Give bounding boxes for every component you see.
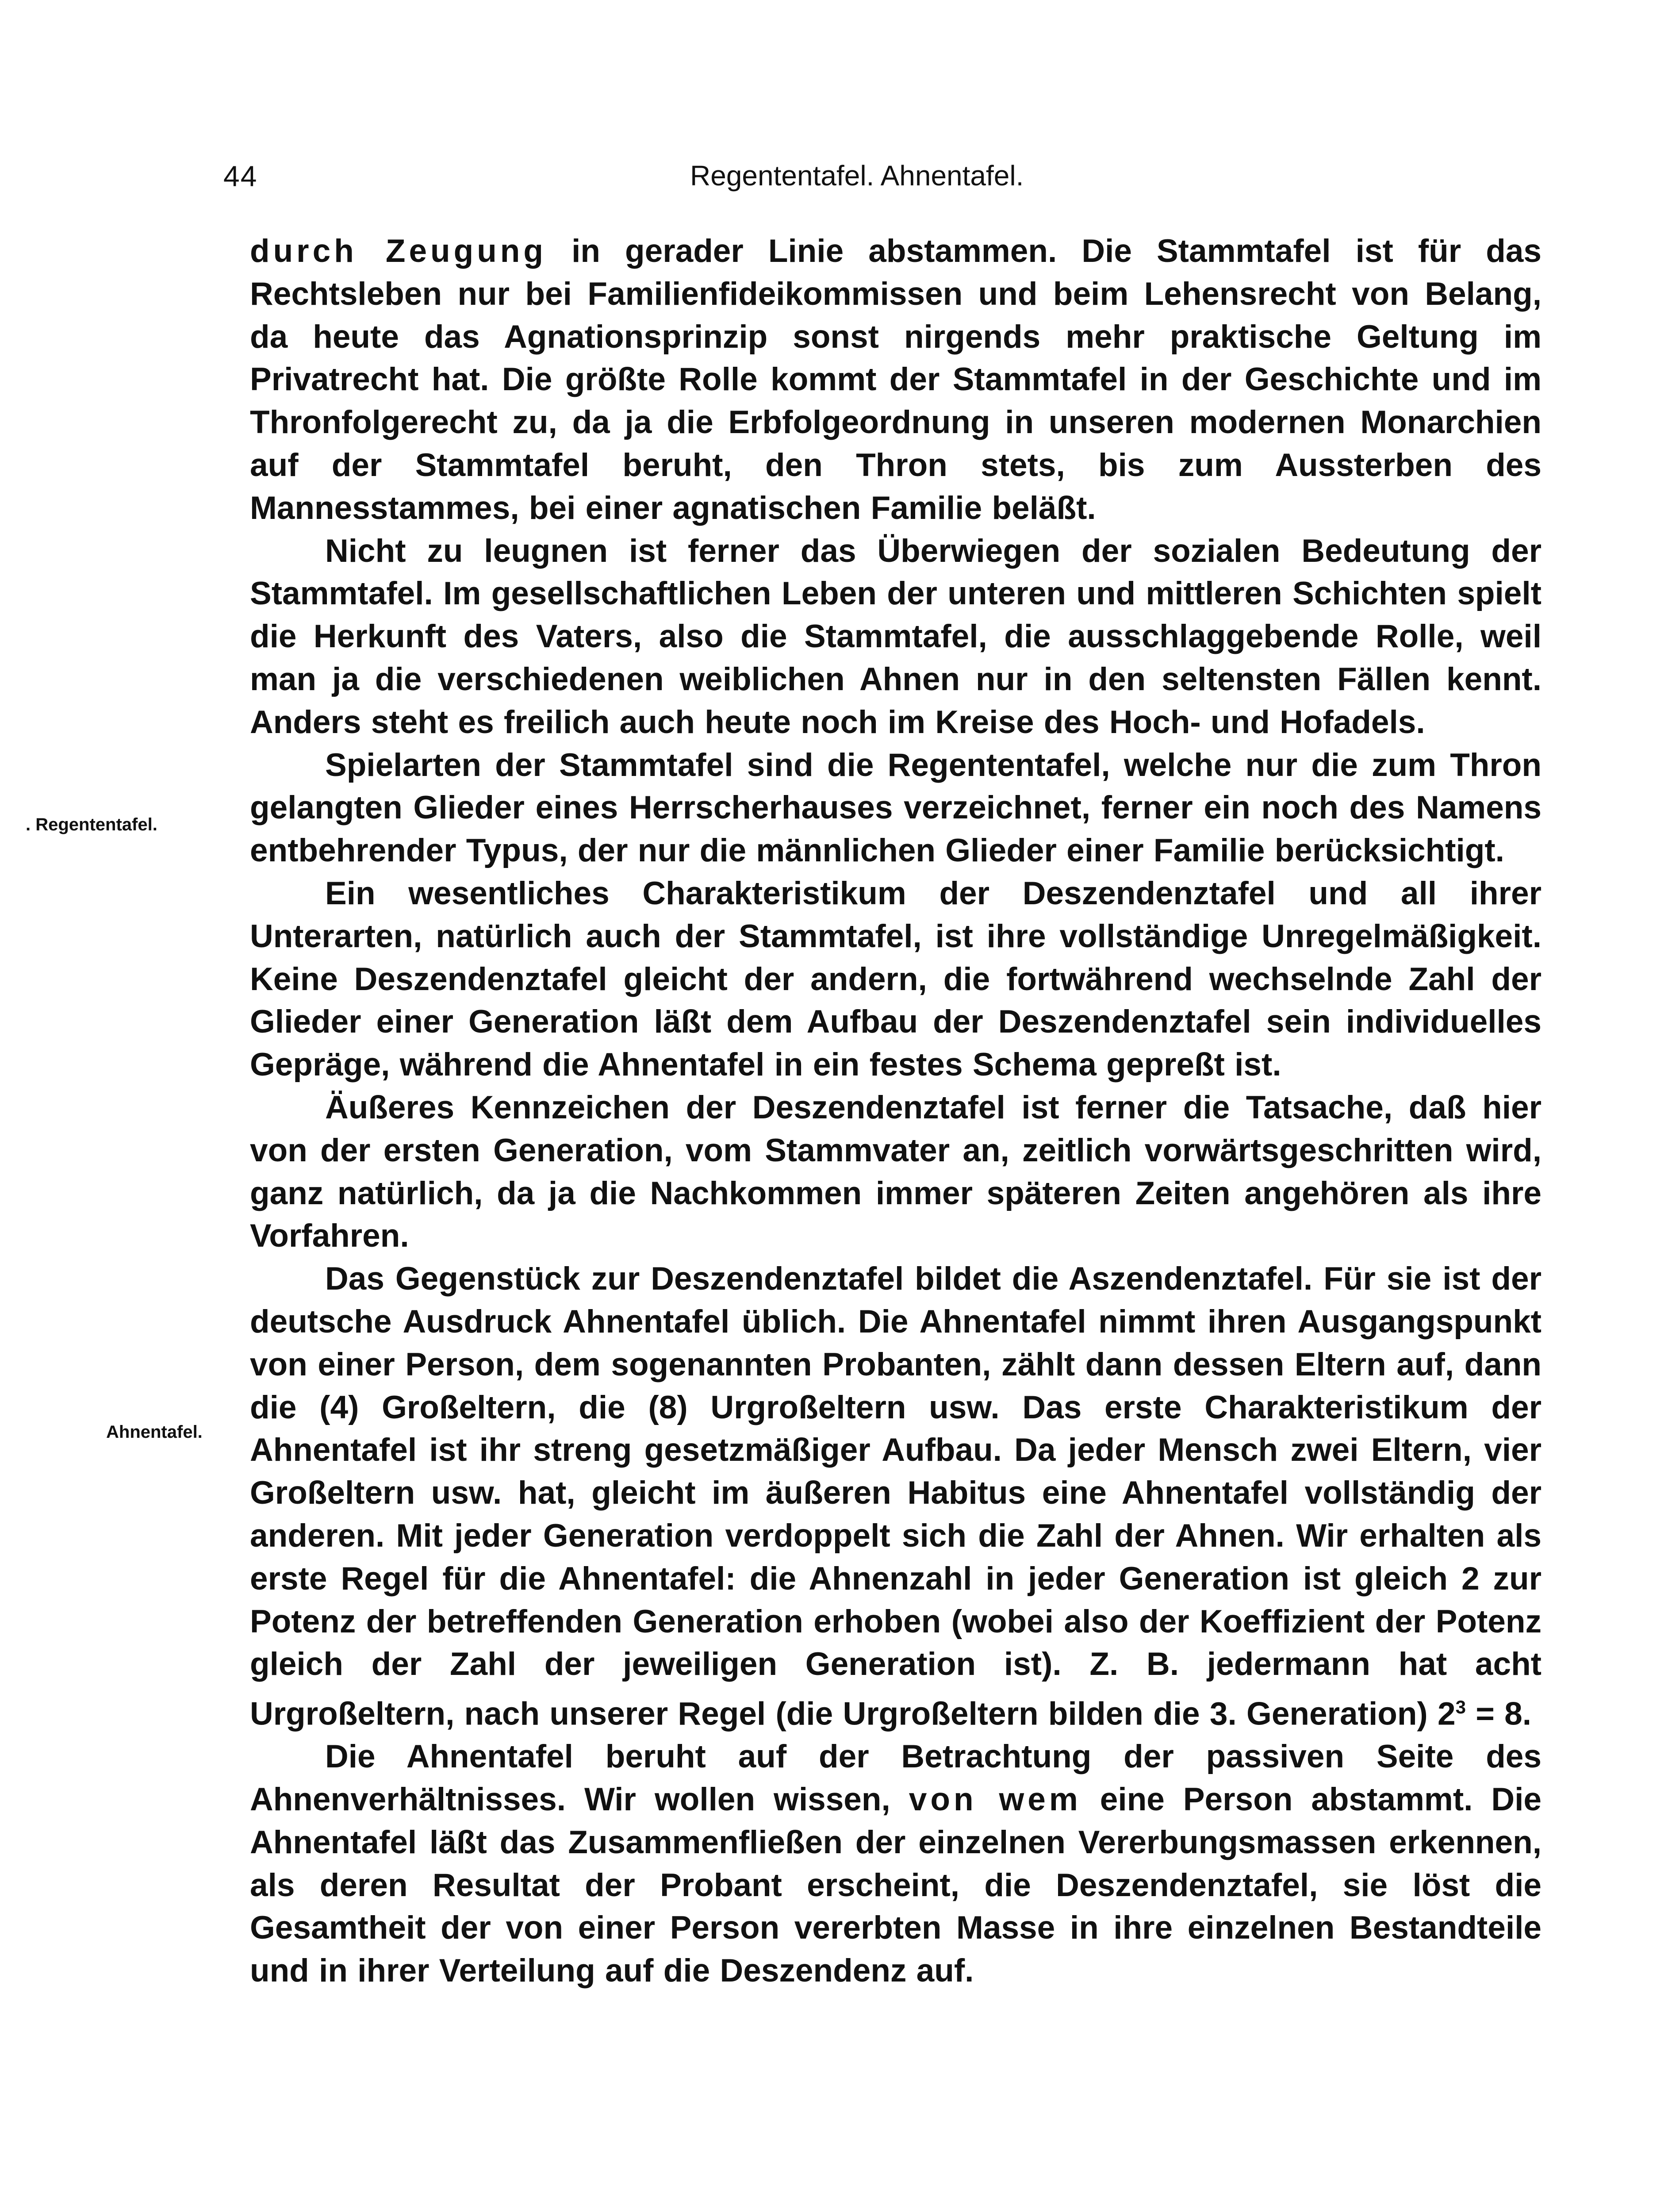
margin-note-regententafel: . Regententafel. [26,815,157,834]
margin-note-ahnentafel: Ahnentafel. [106,1422,203,1442]
paragraph-text: eine Person abstammt. Die Ahnentafel läßt das Zusammenfließen der einzelnen Vererbungsmassen erkennen, als deren Resultat der Probant erscheint, die Deszendenztafel, sie löst die Gesamtheit der von einer Person vererbten Masse in ihre einzelnen Bestandteile und in ihrer Verteilung auf die Deszendenz auf. [250,1782,1542,1989]
exponent: 3 [1455,1697,1466,1718]
paragraph-4: Ein wesentliches Charakteristikum der Deszendenztafel und all ihrer Unterarten, natürlich auch der Stammtafel, ist ihre vollständige Unregelmäßigkeit. Keine Deszendenztafel gleicht der andern, die fortwährend wechselnde Zahl der Glieder einer Generation läßt dem Aufbau der Deszendenztafel sein individuelles Gepräge, während die Ahnentafel in ein festes Schema gepreßt ist. [250,875,1542,1083]
spaced-phrase: durch Zeugung [250,233,547,269]
page-header [0,159,1672,208]
paragraph-1 [250,230,1542,530]
paragraph-6 [250,1258,1542,1736]
paragraph-5: Äußeres Kennzeichen der Deszendenztafel ist ferner die Tatsache, daß hier von der ersten Generation, vom Stammvater an, zeitlich vorwärtsgeschritten wird, ganz natürlich, da ja die Nachkommen immer späteren Zeiten angehören als ihre Vorfahren. [250,1089,1542,1254]
paragraph-text: in gerader Linie abstammen. Die Stammtafel ist für das Rechtsleben nur bei Familienfideikommissen und beim Lehensrecht von Belang, da heute das Agnationsprinzip sonst nirgends mehr praktische Geltung im Privatrecht hat. Die größte Rolle kommt der Stammtafel in der Geschichte und im Thronfolgerecht zu, da ja die Erbfolgeordnung in unseren modernen Monarchien auf der Stammtafel beruht, den Thron stets, bis zum Aussterben des Mannesstammes, bei einer agnatischen Familie beläßt. [250,233,1542,526]
paragraph-2: Nicht zu leugnen ist ferner das Überwiegen der sozialen Bedeutung der Stammtafel. Im gesellschaftlichen Leben der unteren und mittleren Schichten spielt die Herkunft des Vaters, also die Stammtafel, die ausschlaggebende Rolle, weil man ja die verschiedenen weiblichen Ahnen nur in den seltensten Fällen kennt. Anders steht es freilich auch heute noch im Kreise des Hoch- und Hofadels. [250,533,1542,740]
running-head: Regententafel. Ahnentafel. [690,160,1024,192]
paragraph-tail: = 8. [1465,1696,1532,1732]
paragraph-3: Spielarten der Stammtafel sind die Regententafel, welche nur die zum Thron gelangten Glieder eines Herrscherhauses verzeichnet, ferner ein noch des Namens entbehrender Typus, der nur die männlichen Glieder einer Familie berücksichtigt. [250,747,1542,869]
paragraph-7 [250,1736,1542,1993]
page-number: 44 [223,160,258,192]
paragraph-text: Das Gegenstück zur Deszendenztafel bildet die Aszendenztafel. Für sie ist der deutsche Ausdruck Ahnentafel üblich. Die Ahnentafel nimmt ihren Ausgangspunkt von einer Person, dem sogenannten Probanten, zählt dann dessen Eltern auf, dann die (4) Großeltern, die (8) Urgroßeltern usw. Das erste Charakteristikum der Ahnentafel ist ihr streng gesetzmäßiger Aufbau. Da jeder Mensch zwei Eltern, vier Großeltern usw. hat, gleicht im äußeren Habitus eine Ahnentafel vollständig der anderen. Mit jeder Generation verdoppelt sich die Zahl der Ahnen. Wir erhalten als erste Regel für die Ahnentafel: die Ahnenzahl in jeder Generation ist gleich 2 zur Potenz der betreffenden Generation erhoben (wobei also der Koeffizient der Potenz gleich der Zahl der jeweiligen Generation ist). Z. B. jedermann hat acht Urgroßeltern, nach unserer Regel (die Urgroßeltern bilden die 3. Generation) 2 [250,1261,1542,1732]
spaced-phrase: von wem [909,1782,1081,1818]
paragraph-lead: Die Ahnentafel beruht auf der Betrachtung der passiven Seite des Ahnenverhältnisses. Wir wollen wissen, [250,1739,1542,1818]
body-text [250,230,1542,1993]
